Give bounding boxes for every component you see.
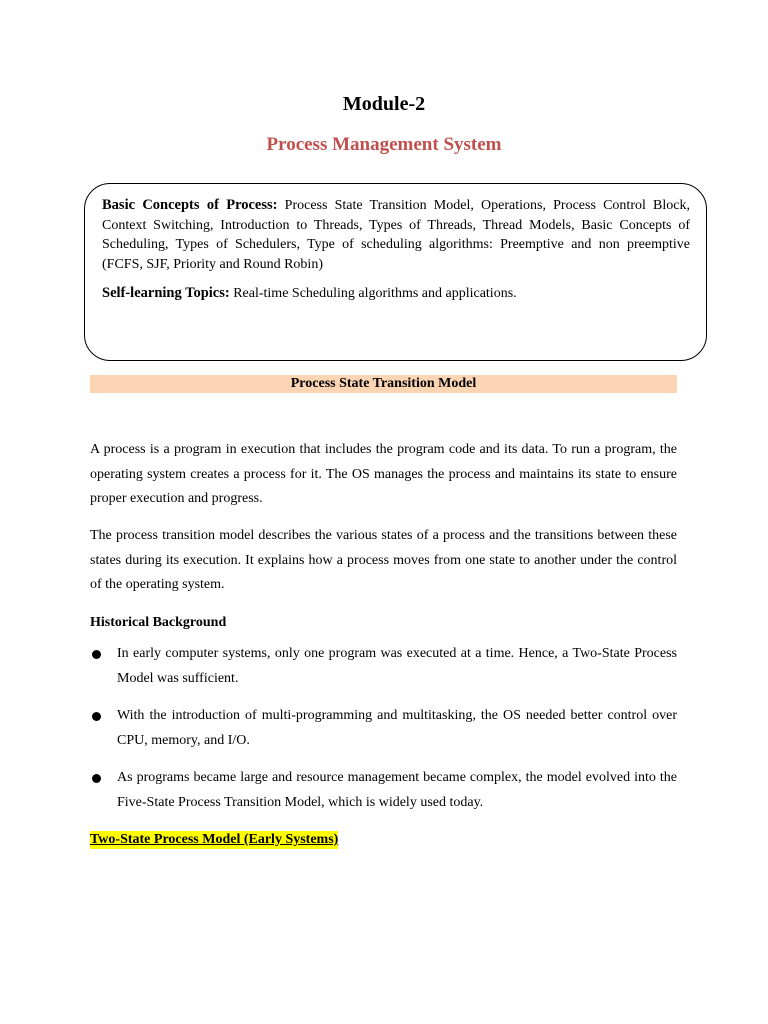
bullet-icon — [92, 650, 101, 659]
bullet-text: With the introduction of multi-programming and multitasking, the OS needed better control over CPU, memory, and I/O. — [117, 708, 677, 748]
two-state-model-heading: Two-State Process Model (Early Systems) — [90, 832, 339, 847]
page-title: Process Management System — [266, 134, 502, 155]
self-learning-paragraph — [102, 284, 690, 304]
self-learning-label: Self-learning Topics: — [102, 285, 230, 301]
bullet-text: In early computer systems, only one program was executed at a time. Hence, a Two-State Process Model was sufficient. — [117, 646, 677, 686]
basic-concepts-text: Process State Transition Model, Operations, Process Control Block, Context Switching, Introduction to Threads, Types of Threads, Thread Models, Basic Concepts of Scheduling, Types of Schedulers, Type of scheduling algorithms: Preemptive and non preemptive (FCFS, SJF, Priority and Round Robin) — [102, 198, 690, 272]
bullet-item — [90, 642, 677, 691]
module-title: Module-2 — [342, 93, 426, 115]
syllabus-box — [84, 183, 707, 361]
bullet-icon — [92, 712, 101, 721]
intro-paragraph-2: The process transition model describes the various states of a process and the transitions between these states during its execution. It explains how a process moves from one state to another under the control of the operating system. — [90, 528, 677, 592]
bullet-text: As programs became large and resource management became complex, the model evolved into the Five-State Process Transition Model, which is widely used today. — [117, 770, 677, 810]
historical-background-heading: Historical Background — [90, 615, 227, 630]
bullet-item — [90, 766, 677, 815]
bullet-item — [90, 704, 677, 753]
intro-paragraph-1: A process is a program in execution that includes the program code and its data. To run a program, the operating system creates a process for it. The OS manages the process and maintains its state to ensure proper execution and progress. — [90, 442, 677, 506]
basic-concepts-paragraph — [102, 196, 690, 274]
section-heading-bar: Process State Transition Model — [90, 375, 677, 393]
basic-concepts-label: Basic Concepts of Process: — [102, 197, 278, 213]
self-learning-text: Real-time Scheduling algorithms and applications. — [229, 286, 517, 301]
bullet-icon — [92, 774, 101, 783]
